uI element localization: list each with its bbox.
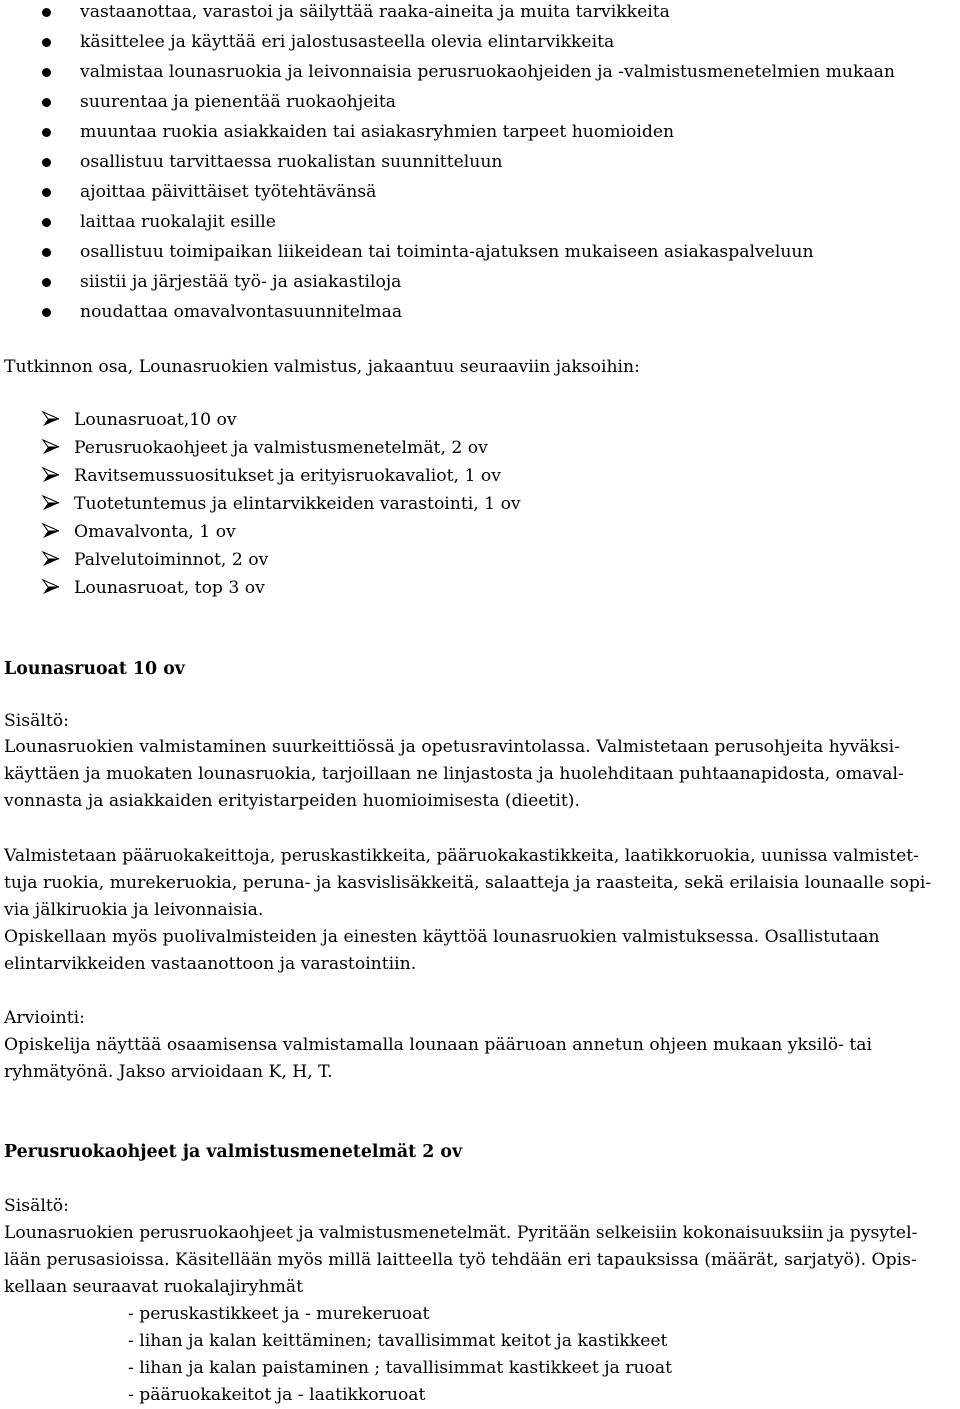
- bullet-icon: [42, 158, 51, 167]
- section1-content: Lounasruokien valmistaminen suurkeittiössä ja opetusravintolassa. Valmistetaan perusohjeita hyväksi- käyttäen ja muokaten lounasruokia, tarjoillaan ne linjastosta ja huolehditaan puhtaanapidosta, omaval- vonnasta ja asiakkaiden erityistarpeiden huomioimisesta (dieetit).: [4, 737, 904, 811]
- bullet-icon: [42, 278, 51, 287]
- arrow-bullet-icon: [42, 438, 60, 456]
- arrow-bullet-icon: [42, 410, 60, 428]
- section1-heading: Lounasruoat 10 ov: [4, 659, 185, 679]
- list-item: - lihan ja kalan keittäminen; tavallisimmat keitot ja kastikkeet: [128, 1331, 668, 1351]
- intro-text: Tutkinnon osa, Lounasruokien valmistus, jakaantuu seuraaviin jaksoihin:: [4, 357, 640, 377]
- bullet-icon: [42, 308, 51, 317]
- bullet-icon: [42, 8, 51, 17]
- list-item: suurentaa ja pienentää ruokaohjeita: [0, 90, 960, 120]
- list-item: Lounasruoat, top 3 ov: [0, 575, 960, 603]
- section2-content: Lounasruokien perusruokaohjeet ja valmistusmenetelmät. Pyritään selkeisiin kokonaisuuksiin ja pysytel- lään perusasioissa. Käsitellään myös millä laitteella työ tehdään eri tapauksissa (määrät, sarjatyö). Opis- kellaan seuraavat ruokalajiryhmät: [4, 1223, 918, 1297]
- section2-content-label: Sisältö:: [4, 1196, 69, 1216]
- list-item: laittaa ruokalajit esille: [0, 210, 960, 240]
- bullet-icon: [42, 128, 51, 137]
- arrow-bullet-icon: [42, 466, 60, 484]
- arrow-bullet-icon: [42, 550, 60, 568]
- bullet-icon: [42, 68, 51, 77]
- arrow-bullet-icon: [42, 522, 60, 540]
- bullet-icon: [42, 218, 51, 227]
- list-item: käsittelee ja käyttää eri jalostusasteella olevia elintarvikkeita: [0, 30, 960, 60]
- list-item: Omavalvonta, 1 ov: [0, 519, 960, 547]
- list-item: siistii ja järjestää työ- ja asiakastiloja: [0, 270, 960, 300]
- list-item: muuntaa ruokia asiakkaiden tai asiakasryhmien tarpeet huomioiden: [0, 120, 960, 150]
- bullet-icon: [42, 38, 51, 47]
- bullet-icon: [42, 188, 51, 197]
- section1-paragraph-2: Valmistetaan pääruokakeittoja, peruskastikkeita, pääruokakastikkeita, laatikkoruokia, uunissa valmistet- tuja ruokia, murekeruokia, peruna- ja kasvislisäkkeitä, salaatteja ja raasteita, sekä erilaisia lounaalle sopi- via jälkiruokia ja leivonnaisia. Opiskellaan myös puolivalmisteiden ja einesten käyttöä lounasruokien valmistuksessa. Osallistutaan elintarvikkeiden vastaanottoon ja varastointiin.: [4, 846, 932, 974]
- list-item: - peruskastikkeet ja - murekeruoat: [128, 1304, 430, 1324]
- list-item: Perusruokaohjeet ja valmistusmenetelmät, 2 ov: [0, 435, 960, 463]
- list-item: Lounasruoat,10 ov: [0, 407, 960, 435]
- section1-eval: Opiskelija näyttää osaamisensa valmistamalla lounaan pääruoan annetun ohjeen mukaan yksilö- tai ryhmätyönä. Jakso arvioidaan K, H, T.: [4, 1035, 872, 1082]
- list-item: - pääruokakeitot ja - laatikkoruoat: [128, 1385, 426, 1405]
- section2-heading: Perusruokaohjeet ja valmistusmenetelmät 2 ov: [4, 1142, 463, 1162]
- list-item: Palvelutoiminnot, 2 ov: [0, 547, 960, 575]
- arrow-bullet-icon: [42, 578, 60, 596]
- list-item: Ravitsemussuositukset ja erityisruokavaliot, 1 ov: [0, 463, 960, 491]
- arrow-bullet-icon: [42, 494, 60, 512]
- section1-content-label: Sisältö:: [4, 711, 69, 731]
- bullet-icon: [42, 98, 51, 107]
- bullet-icon: [42, 248, 51, 257]
- list-item: osallistuu toimipaikan liikeidean tai toiminta-ajatuksen mukaiseen asiakaspalveluun: [0, 240, 960, 270]
- list-item: noudattaa omavalvontasuunnitelmaa: [0, 300, 960, 330]
- list-item: - lihan ja kalan paistaminen ; tavallisimmat kastikkeet ja ruoat: [128, 1358, 673, 1378]
- section1-eval-label: Arviointi:: [4, 1008, 85, 1028]
- list-item: vastaanottaa, varastoi ja säilyttää raaka-aineita ja muita tarvikkeita: [0, 0, 960, 30]
- section2-dish-groups: [128, 1301, 672, 1409]
- list-item: osallistuu tarvittaessa ruokalistan suunnitteluun: [0, 150, 960, 180]
- list-item: ajoittaa päivittäiset työtehtävänsä: [0, 180, 960, 210]
- list-item: valmistaa lounasruokia ja leivonnaisia perusruokaohjeiden ja -valmistusmenetelmien mukaan: [0, 60, 960, 90]
- list-item: Tuotetuntemus ja elintarvikkeiden varastointi, 1 ov: [0, 491, 960, 519]
